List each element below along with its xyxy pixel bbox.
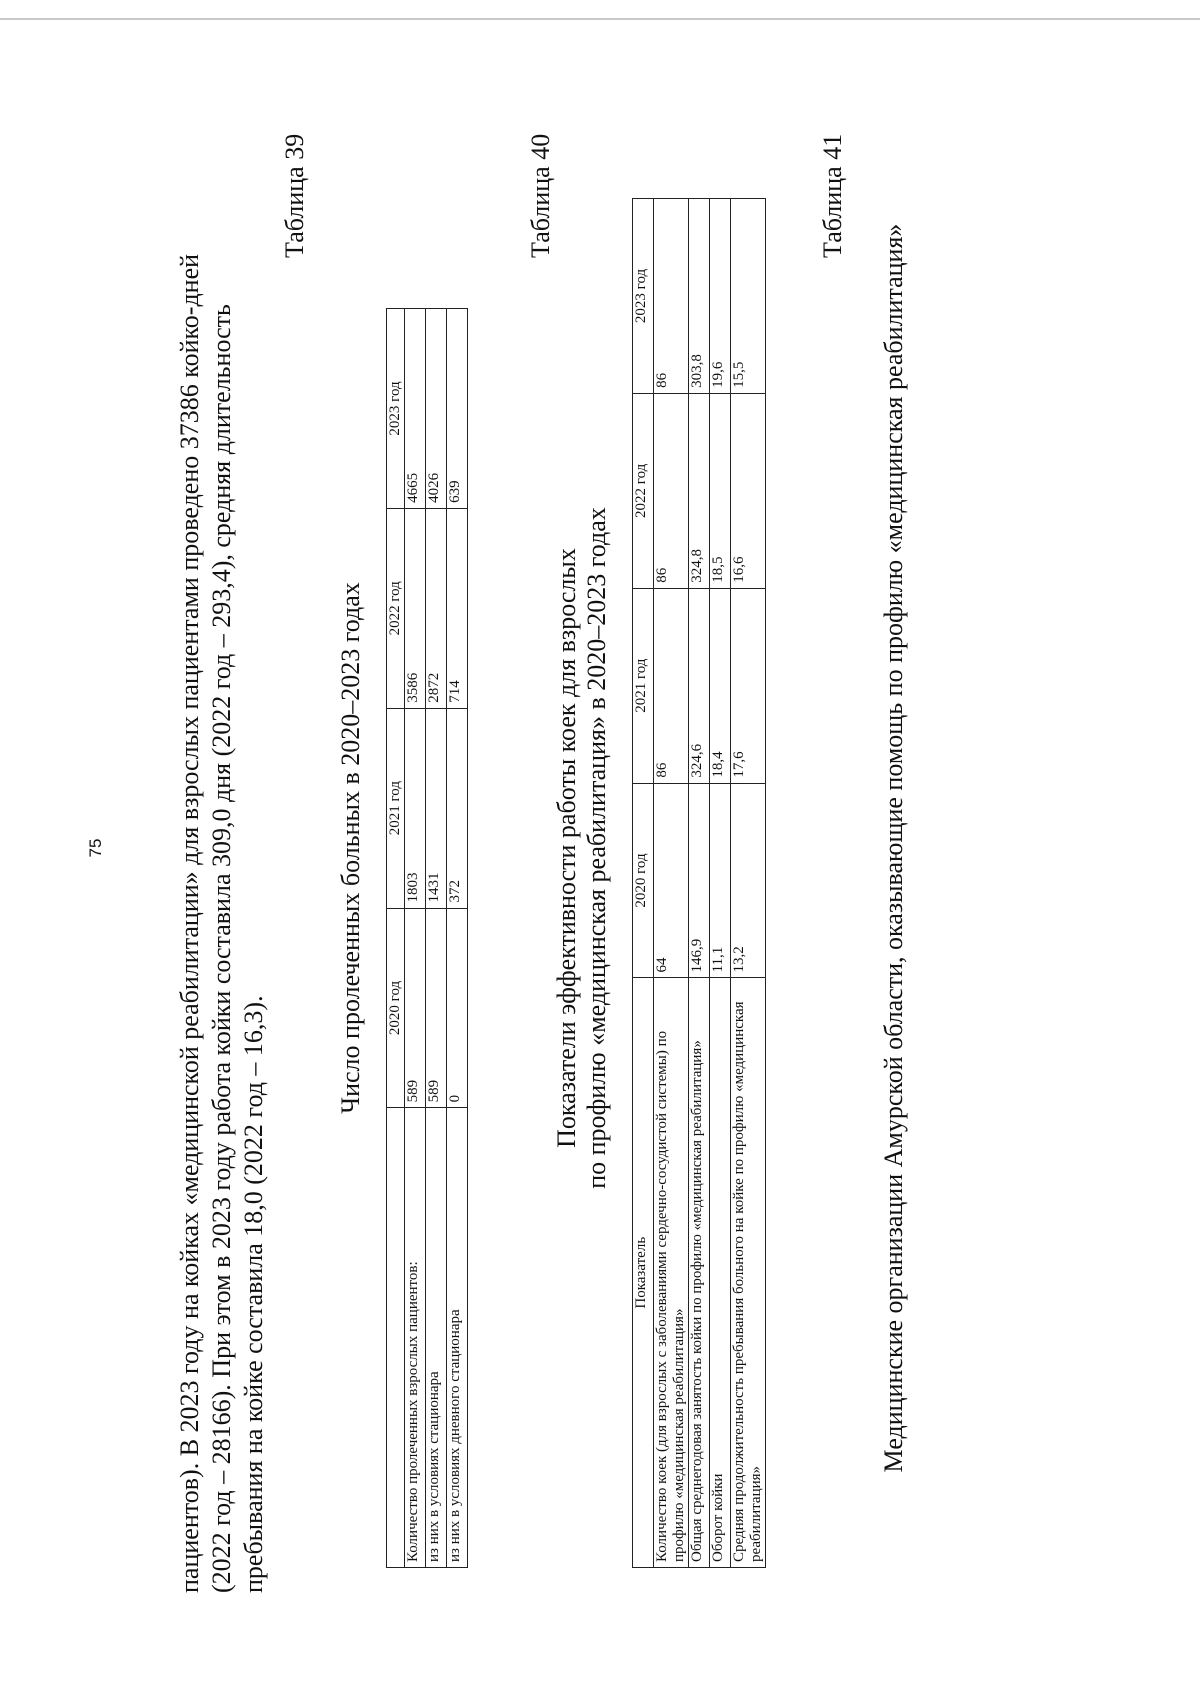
table-header-cell: 2021 год (387, 708, 405, 908)
table40-number: Таблица 40 (526, 133, 555, 258)
table-cell: 16,6 (731, 393, 766, 588)
table-cell: 64 (654, 783, 689, 978)
table-cell: 1431 (426, 708, 447, 908)
table-header-cell: 2021 год (633, 588, 654, 783)
table-row (447, 309, 468, 1568)
table-cell: 589 (426, 908, 447, 1108)
page-number: 75 (86, 838, 105, 858)
table-cell: 1803 (405, 708, 426, 908)
table-header-cell: Показатель (633, 978, 654, 1568)
table-cell: 86 (654, 588, 689, 783)
table-cell: 86 (654, 199, 689, 394)
table-cell: Средняя продолжительность пребывания больного на койке по профилю «медицинская реабилитация» (731, 978, 766, 1568)
table-header-cell: 2023 год (633, 199, 654, 394)
table-cell: 19,6 (710, 199, 731, 394)
table-cell: 13,2 (731, 783, 766, 978)
table-cell: 18,5 (710, 393, 731, 588)
table-header-row (633, 199, 654, 1568)
table-header-row (387, 309, 405, 1568)
table-cell: 589 (405, 908, 426, 1108)
table-row (654, 199, 689, 1568)
table-cell: 4665 (405, 309, 426, 509)
table-cell: Оборот койки (710, 978, 731, 1568)
caption-line: по профилю «медицинская реабилитация» в 2020–2023 годах (582, 507, 611, 1189)
paragraph-line: пациентов). В 2023 году на койках «медицинской реабилитации» для взрослых пациентами проведено 37386 койко-дней (175, 253, 204, 1593)
table-header-cell: 2020 год (633, 783, 654, 978)
caption-line: Показатели эффективности работы коек для взрослых (552, 548, 581, 1148)
table-cell: из них в условиях стационара (426, 1108, 447, 1568)
table40-caption (552, 78, 612, 1618)
table-cell: 714 (447, 508, 468, 708)
table-cell: 2872 (426, 508, 447, 708)
table41-number: Таблица 41 (818, 133, 847, 258)
table-cell: 4026 (426, 309, 447, 509)
table-cell: Количество коек (для взрослых с заболеваниями сердечно-сосудистой системы) по профилю «медицинская реабилитация» (654, 978, 689, 1568)
table39-caption: Число пролеченных больных в 2020–2023 годах (336, 582, 365, 1114)
table-header-cell: 2022 год (387, 508, 405, 708)
table-cell: 11,1 (710, 783, 731, 978)
table41-caption: Медицинские организации Амурской области, оказывающие помощь по профилю «медицинская реабилитация» (879, 223, 908, 1473)
table-row (405, 309, 426, 1568)
table-cell: 86 (654, 393, 689, 588)
table-row (731, 199, 766, 1568)
table-header-cell (387, 1108, 405, 1568)
table-cell: Общая среднегодовая занятость койки по профилю «медицинская реабилитация» (689, 978, 710, 1568)
table-cell: 324,8 (689, 393, 710, 588)
table40 (632, 198, 766, 1568)
table-cell: 372 (447, 708, 468, 908)
table-cell: 324,6 (689, 588, 710, 783)
table-cell: Количество пролеченных взрослых пациентов: (405, 1108, 426, 1568)
table-row (710, 199, 731, 1568)
table-header-cell: 2023 год (387, 309, 405, 509)
table-cell: 146,9 (689, 783, 710, 978)
body-paragraph (174, 73, 270, 1593)
paragraph-line: пребывания на койке составила 18,0 (2022 год – 16,3). (239, 995, 268, 1593)
table-row (426, 309, 447, 1568)
table-cell: 639 (447, 309, 468, 509)
table-cell: 18,4 (710, 588, 731, 783)
table-cell: 15,5 (731, 199, 766, 394)
table-cell: 17,6 (731, 588, 766, 783)
table-cell: из них в условиях дневного стационара (447, 1108, 468, 1568)
paragraph-line: (2022 год – 28166). При этом в 2023 году работа койки составила 309,0 дня (2022 год – 293,4), средняя длительность (207, 304, 236, 1593)
table-header-cell: 2022 год (633, 393, 654, 588)
table-cell: 3586 (405, 508, 426, 708)
table-cell: 0 (447, 908, 468, 1108)
table-header-cell: 2020 год (387, 908, 405, 1108)
table-row (689, 199, 710, 1568)
table-cell: 303,8 (689, 199, 710, 394)
table39-number: Таблица 39 (280, 133, 309, 258)
table39 (386, 308, 468, 1568)
